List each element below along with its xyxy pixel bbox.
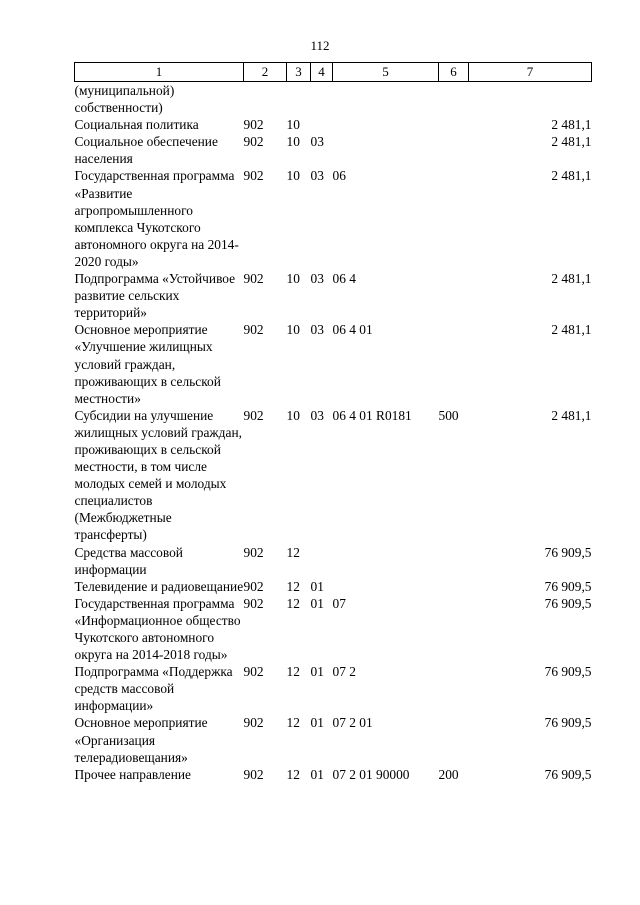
row-section-code: 12 <box>286 715 300 731</box>
row-ministry-code: 902 <box>243 134 264 150</box>
row-name: Телевидение и радиовещание <box>74 578 244 594</box>
row-section-code <box>287 82 311 117</box>
row-expense-type: 500 <box>438 407 459 423</box>
column-header-name: 1 <box>75 63 244 82</box>
row-ministry-code: 902 <box>243 407 264 423</box>
row-section-code: 10 <box>286 322 300 338</box>
row-expense-type <box>439 321 469 406</box>
row-expense-type <box>439 116 469 133</box>
row-section-code: 12 <box>286 578 300 594</box>
row-target-code: 07 2 01 <box>332 715 373 731</box>
table-row <box>75 595 592 663</box>
row-target-code: 06 4 01 R0181 <box>332 407 412 423</box>
table-row <box>75 714 592 765</box>
row-name: Средства массовой информации <box>74 544 183 577</box>
row-target-code <box>333 116 439 133</box>
row-section-code: 10 <box>286 168 300 184</box>
table-row <box>75 766 592 783</box>
row-target-code: 06 <box>332 168 346 184</box>
row-subsection-code: 01 <box>310 715 324 731</box>
column-header-subsection: 4 <box>311 63 333 82</box>
table-row <box>75 663 592 714</box>
row-name: Субсидии на улучшение жилищных условий граждан, проживающих в сельской местности, в том числе молодых семей и молодых специалистов (Межбюджетные трансферты) <box>74 407 242 543</box>
row-expense-type <box>439 578 469 595</box>
row-ministry-code: 902 <box>243 168 264 184</box>
row-name: (муниципальной) собственности) <box>74 83 175 116</box>
row-expense-type <box>439 663 469 714</box>
column-header-section: 3 <box>287 63 311 82</box>
row-ministry-code <box>244 82 287 117</box>
row-ministry-code: 902 <box>243 664 264 680</box>
row-ministry-code: 902 <box>243 271 264 287</box>
column-header-type: 6 <box>439 63 469 82</box>
row-name: Основное мероприятие «Организация телерадиовещания» <box>74 715 208 765</box>
row-subsection-code <box>311 82 333 117</box>
row-ministry-code: 902 <box>243 595 264 611</box>
row-ministry-code: 902 <box>243 766 264 782</box>
table-row <box>75 321 592 406</box>
row-section-code: 10 <box>286 271 300 287</box>
budget-table <box>74 62 592 783</box>
row-subsection-code: 01 <box>310 766 324 782</box>
row-ministry-code: 902 <box>243 578 264 594</box>
row-target-code <box>333 82 439 117</box>
table-row <box>75 407 592 544</box>
row-subsection-code: 01 <box>310 595 324 611</box>
row-name: Прочее направление <box>74 766 191 782</box>
row-section-code: 12 <box>286 544 300 560</box>
row-expense-type <box>439 595 469 663</box>
row-amount: 2 481,1 <box>551 407 592 423</box>
row-amount: 2 481,1 <box>551 322 592 338</box>
row-name: Основное мероприятие «Улучшение жилищных условий граждан, проживающих в сельской местности» <box>74 322 221 406</box>
row-section-code: 10 <box>286 117 300 133</box>
row-expense-type <box>439 167 469 270</box>
row-subsection-code: 03 <box>310 407 324 423</box>
table-row <box>75 82 592 117</box>
row-amount: 76 909,5 <box>544 664 592 680</box>
row-target-code <box>333 544 439 578</box>
row-name: Подпрограмма «Поддержка средств массовой информации» <box>74 664 233 714</box>
row-section-code: 12 <box>286 664 300 680</box>
row-ministry-code: 902 <box>243 322 264 338</box>
row-subsection-code: 01 <box>310 578 324 594</box>
row-expense-type <box>439 270 469 321</box>
row-name: Социальное обеспечение населения <box>74 134 218 167</box>
table-header <box>75 63 592 82</box>
row-section-code: 12 <box>286 595 300 611</box>
row-section-code: 12 <box>286 766 300 782</box>
table-body <box>75 82 592 783</box>
row-target-code: 07 <box>332 595 346 611</box>
row-amount: 76 909,5 <box>544 715 592 731</box>
row-amount: 2 481,1 <box>551 134 592 150</box>
table-row <box>75 167 592 270</box>
row-amount: 2 481,1 <box>551 117 592 133</box>
row-name: Социальная политика <box>74 117 199 133</box>
row-subsection-code: 03 <box>310 271 324 287</box>
row-section-code: 10 <box>286 134 300 150</box>
table-row <box>75 116 592 133</box>
row-expense-type <box>439 544 469 578</box>
row-amount <box>469 82 592 117</box>
row-expense-type <box>439 82 469 117</box>
row-name: Подпрограмма «Устойчивое развитие сельских территорий» <box>74 271 236 321</box>
row-subsection-code <box>311 116 333 133</box>
row-amount: 76 909,5 <box>544 595 592 611</box>
table-row <box>75 133 592 167</box>
row-amount: 76 909,5 <box>544 578 592 594</box>
row-target-code <box>333 578 439 595</box>
row-target-code: 07 2 <box>332 664 356 680</box>
column-header-target: 5 <box>333 63 439 82</box>
table-row <box>75 544 592 578</box>
row-target-code: 06 4 01 <box>332 322 373 338</box>
row-target-code: 07 2 01 90000 <box>332 766 410 782</box>
row-ministry-code: 902 <box>243 715 264 731</box>
row-target-code: 06 4 <box>332 271 356 287</box>
row-name: Государственная программа «Развитие агропромышленного комплекса Чукотского автономного округа на 2014-2020 годы» <box>74 168 239 269</box>
row-amount: 76 909,5 <box>544 766 592 782</box>
column-header-ministry: 2 <box>244 63 287 82</box>
row-subsection-code: 01 <box>310 664 324 680</box>
row-name: Государственная программа «Информационное общество Чукотского автономного округа на 2014-2018 годы» <box>74 595 241 663</box>
row-expense-type: 200 <box>438 766 459 782</box>
row-subsection-code <box>311 544 333 578</box>
row-subsection-code: 03 <box>310 168 324 184</box>
row-ministry-code: 902 <box>243 544 264 560</box>
column-header-amount: 7 <box>469 63 592 82</box>
row-amount: 2 481,1 <box>551 168 592 184</box>
row-ministry-code: 902 <box>243 117 264 133</box>
row-expense-type <box>439 714 469 765</box>
row-expense-type <box>439 133 469 167</box>
row-amount: 2 481,1 <box>551 271 592 287</box>
row-subsection-code: 03 <box>310 322 324 338</box>
row-target-code <box>333 133 439 167</box>
table-row <box>75 270 592 321</box>
row-section-code: 10 <box>286 407 300 423</box>
row-subsection-code: 03 <box>310 134 324 150</box>
page-number: 112 <box>310 38 330 53</box>
table-row <box>75 578 592 595</box>
row-amount: 76 909,5 <box>544 544 592 560</box>
